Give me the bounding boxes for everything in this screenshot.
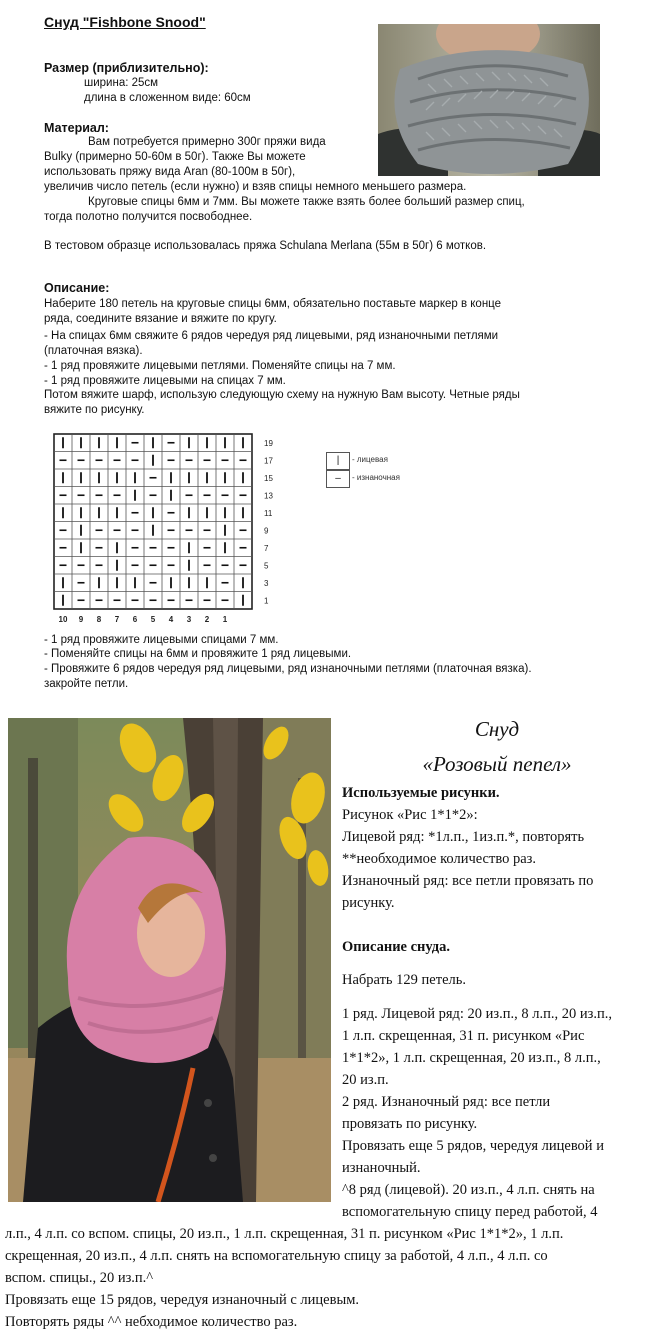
full-width-line: Повторять ряды ^^ небходимое количество раз. — [5, 1314, 298, 1330]
row2-line: 2 ряд. Изнаночный ряд: все петли — [342, 1094, 551, 1110]
row2-line: провязать по рисунку. — [342, 1116, 478, 1132]
size-heading: Размер (приблизительно): — [44, 61, 209, 75]
finish-line: - Поменяйте спицы на 6мм и провяжите 1 ряд лицевыми. — [44, 648, 352, 660]
row1-line: 1 л.п. скрещенная, 31 п. рисунком «Рис — [342, 1028, 585, 1044]
legend-purl-label: - изнаночная — [352, 473, 400, 482]
chart-row-label: 17 — [264, 456, 273, 466]
material-line: использовать пряжу вида Aran (80-100м в 50г), — [44, 166, 296, 178]
chart-col-label: 10 — [58, 615, 68, 624]
snood-title: Снуд — [474, 717, 520, 741]
row2-line: ^8 ряд (лицевой). 20 из.п., 4 л.п. снять на — [342, 1182, 595, 1198]
chart-col-label: 9 — [78, 615, 84, 624]
chart-col-label: 8 — [96, 615, 102, 624]
size-width: ширина: 25см — [84, 77, 159, 89]
material-line: Вам потребуется примерно 300г пряжи вида — [88, 136, 326, 148]
size-length: длина в сложенном виде: 60см — [84, 92, 251, 104]
chart-row-label: 3 — [264, 578, 269, 588]
chart-col-label: 4 — [168, 615, 174, 624]
row1-line: 1 ряд. Лицевой ряд: 20 из.п., 8 л.п., 20 из.п., — [342, 1006, 613, 1022]
chart-col-label: 7 — [114, 615, 120, 624]
grey-snood-photo — [378, 24, 600, 176]
patterns-heading: Используемые рисунки. — [342, 785, 500, 801]
finish-line: - Провяжите 6 рядов чередуя ряд лицевыми, ряд изнаночными петлями (платочная вязка). — [44, 663, 532, 675]
description-line: - На спицах 6мм свяжите 6 рядов чередуя ряд лицевыми, ряд изнаночными петлями — [44, 330, 499, 342]
pattern-line: Рисунок «Рис 1*1*2»: — [342, 807, 478, 823]
description-line: (платочная вязка). — [44, 345, 143, 357]
cast-on-line: Набрать 129 петель. — [342, 972, 466, 988]
sample-yarn-note: В тестовом образце использовалась пряжа Schulana Merlana (55м в 50г) 6 мотков. — [44, 240, 487, 252]
description-line: Потом вяжите шарф, использую следующую схему на нужную Вам высоту. Четные ряды — [44, 389, 520, 401]
chart-row-label: 19 — [264, 438, 273, 448]
legend-knit-label: - лицевая — [352, 455, 388, 464]
chart-col-label: 5 — [150, 615, 156, 624]
pink-snood-photo — [8, 718, 331, 1202]
description-heading: Описание: — [44, 281, 110, 295]
chart-col-label: 3 — [186, 615, 192, 624]
row1-line: 1*1*2», 1 л.п. скрещенная, 20 из.п., 8 л.п., — [342, 1050, 601, 1066]
chart-row-label: 13 — [264, 491, 273, 501]
pattern-line: **необходимое количество раз. — [342, 851, 536, 867]
chart-col-label: 2 — [204, 615, 210, 624]
knitting-chart — [52, 432, 278, 628]
legend-knit-symbol: | — [326, 452, 350, 470]
finish-line: - 1 ряд провяжите лицевыми спицами 7 мм. — [44, 634, 279, 646]
material-line: Круговые спицы 6мм и 7мм. Вы можете также взять более больший размер спиц, — [88, 196, 525, 208]
chart-row-label: 9 — [264, 526, 269, 536]
chart-col-label: 1 — [222, 615, 228, 624]
pattern-line: Изнаночный ряд: все петли провязать по — [342, 873, 594, 889]
row1-line: 20 из.п. — [342, 1072, 389, 1088]
chart-legend — [326, 452, 436, 488]
chart-row-label: 7 — [264, 543, 269, 553]
chart-row-label: 1 — [264, 596, 269, 606]
description-line: - 1 ряд провяжите лицевыми петлями. Поменяйте спицы на 7 мм. — [44, 360, 396, 372]
chart-row-label: 5 — [264, 561, 269, 571]
legend-purl-symbol: – — [326, 470, 350, 488]
chart-row-label: 15 — [264, 473, 273, 483]
material-line: тогда полотно получится посвободнее. — [44, 211, 253, 223]
snood-description-heading: Описание снуда. — [342, 939, 450, 955]
chart-col-label: 6 — [132, 615, 138, 624]
material-line: Bulky (примерно 50-60м в 50г). Также Вы можете — [44, 151, 306, 163]
pattern-line: рисунку. — [342, 895, 395, 911]
snood-name: «Розовый пепел» — [422, 752, 572, 776]
full-width-line: вспом. спицы., 20 из.п.^ — [5, 1270, 154, 1286]
full-width-line: л.п., 4 л.п. со вспом. спицы, 20 из.п., 1 л.п. скрещенная, 31 п. рисунком «Рис 1*1*2», 1 л.п. — [5, 1226, 564, 1242]
pattern-title: Снуд "Fishbone Snood" — [44, 14, 206, 30]
row2-line: изнаночный. — [342, 1160, 421, 1176]
row2-line: вспомогательную спицу перед работой, 4 — [342, 1204, 598, 1220]
row2-line: Провязать еще 5 рядов, чередуя лицевой и — [342, 1138, 604, 1154]
description-line: - 1 ряд провяжите лицевыми на спицах 7 мм. — [44, 375, 286, 387]
material-heading: Материал: — [44, 121, 109, 135]
description-line: Наберите 180 петель на круговые спицы 6мм, обязательно поставьте маркер в конце — [44, 298, 502, 310]
material-line: увеличив число петель (если нужно) и взяв спицы немного меньшего размера. — [44, 181, 467, 193]
description-line: ряда, соедините вязание и вяжите по кругу. — [44, 313, 277, 325]
pattern-line: Лицевой ряд: *1л.п., 1из.п.*, повторять — [342, 829, 585, 845]
full-width-line: скрещенная, 20 из.п., 4 л.п. снять на вспомогательную спицу за работой, 4 л.п., 4 л.п. со — [5, 1248, 548, 1264]
full-width-line: Провязать еще 15 рядов, чередуя изнаночный с лицевым. — [5, 1292, 360, 1308]
chart-row-label: 11 — [264, 508, 273, 518]
finish-line: закройте петли. — [44, 678, 129, 690]
description-line: вяжите по рисунку. — [44, 404, 145, 416]
